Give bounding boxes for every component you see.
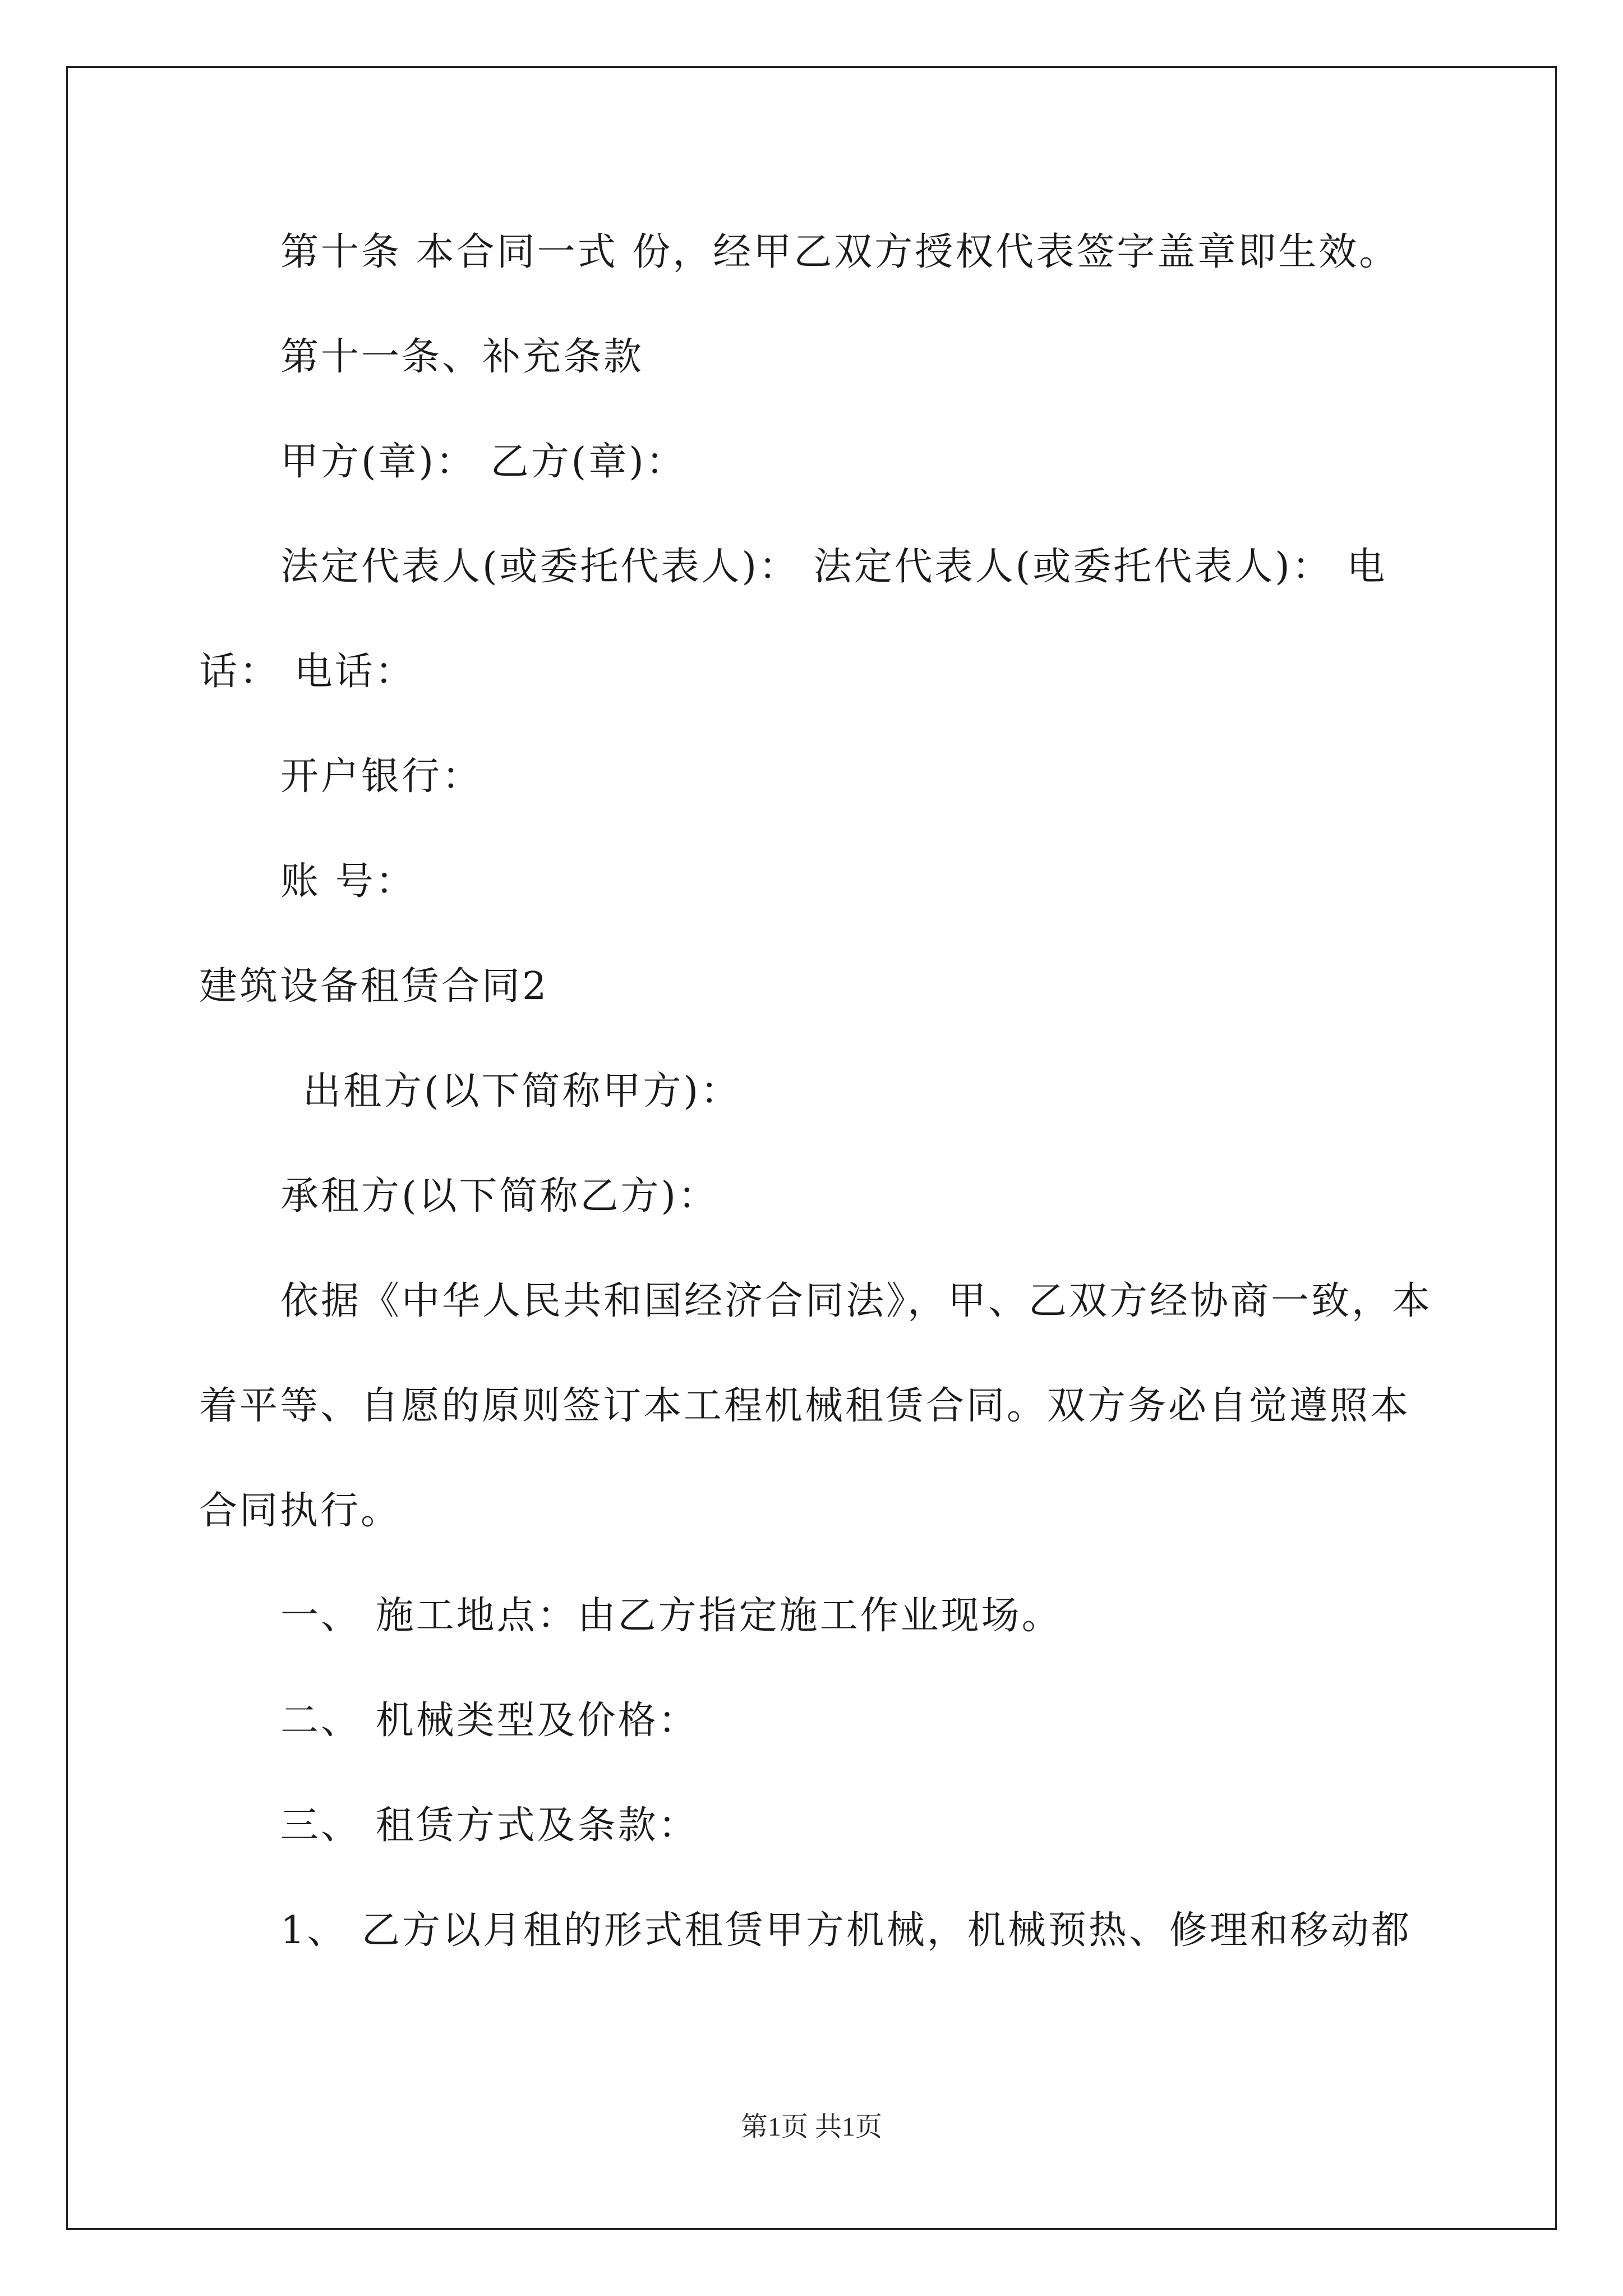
- contract-title: 建筑设备租赁合同2: [199, 964, 549, 1009]
- basis-paragraph-line-3: 合同执行。: [199, 1489, 402, 1533]
- clause-10: 第十条 本合同一式 份，经甲乙双方授权代表签字盖章即生效。: [280, 230, 1400, 274]
- bank-line: 开户银行：: [280, 754, 483, 799]
- page-footer: 第1页 共1页: [740, 2112, 882, 2142]
- section-2: 二、 机械类型及价格：: [280, 1699, 699, 1743]
- legal-representatives: 法定代表人(或委托代表人)： 法定代表人(或委托代表人)： 电: [280, 545, 1387, 589]
- clause-11: 第十一条、补充条款: [280, 335, 644, 379]
- account-line: 账 号：: [280, 859, 416, 904]
- phone-line: 话： 电话：: [199, 650, 416, 694]
- basis-paragraph-line-2: 着平等、自愿的原则签订本工程机械租赁合同。双方务必自觉遵照本: [199, 1384, 1411, 1428]
- party-seals: 甲方(章)： 乙方(章)：: [280, 440, 686, 484]
- basis-paragraph-line-1: 依据《中华人民共和国经济合同法》，甲、乙双方经协商一致，本: [280, 1279, 1433, 1323]
- section-3: 三、 租赁方式及条款：: [280, 1803, 699, 1848]
- lessor-line: 出租方(以下简称甲方)：: [303, 1069, 741, 1114]
- section-1: 一、 施工地点：由乙方指定施工作业现场。: [280, 1594, 1062, 1638]
- item-1: 1、 乙方以月租的形式租赁甲方机械，机械预热、修理和移动都: [280, 1908, 1412, 1953]
- lessee-line: 承租方(以下简称乙方)：: [280, 1174, 719, 1218]
